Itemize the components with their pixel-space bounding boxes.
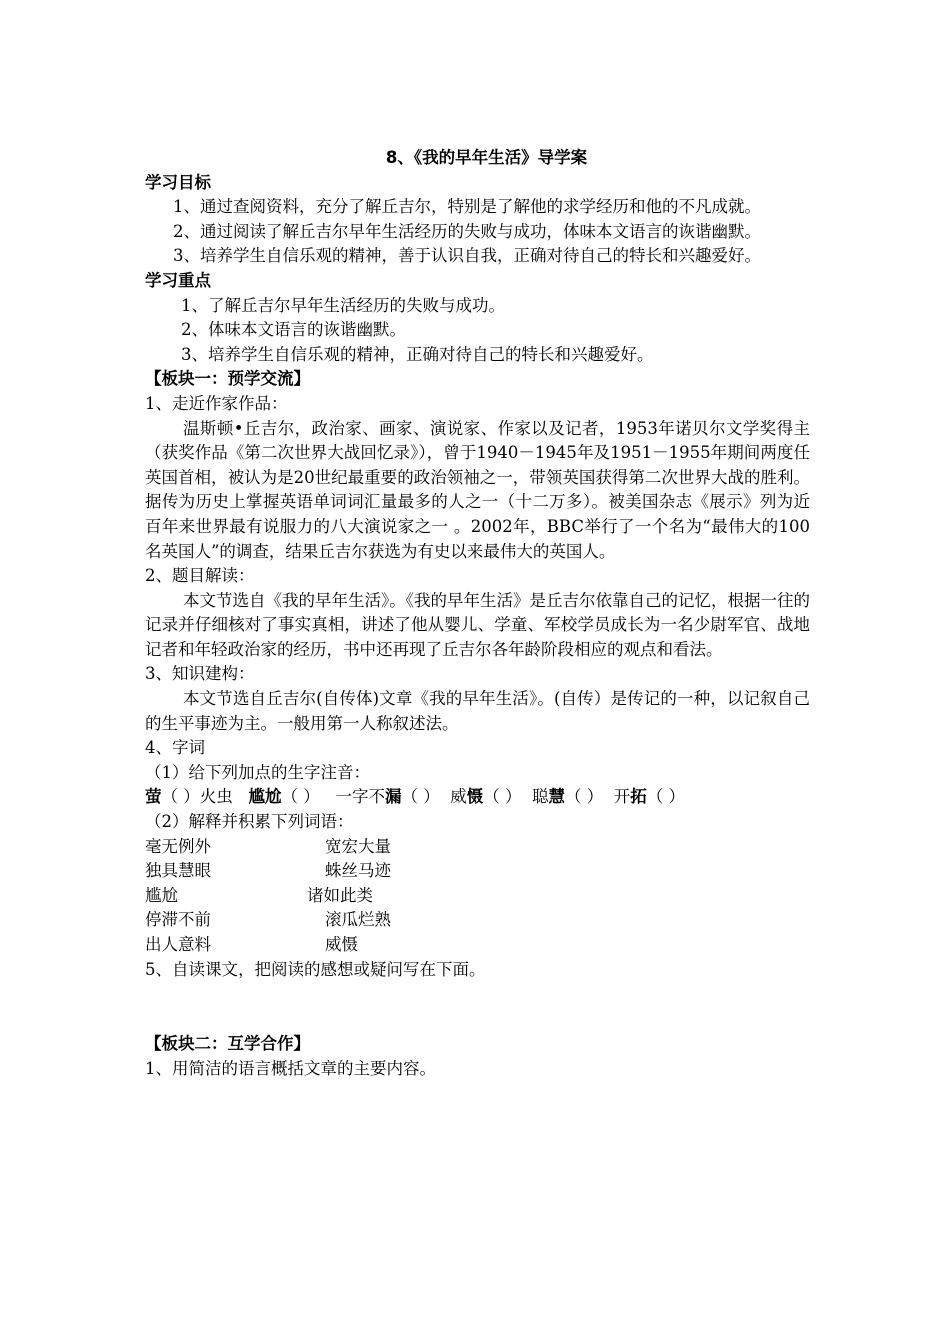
vocab-list: [145, 835, 810, 958]
vocab-word: 毫无例外: [145, 836, 211, 856]
pinyin-blank: （ ）: [565, 787, 604, 807]
vocab-word: 出人意料: [145, 935, 211, 954]
vocab-row: [145, 933, 810, 958]
block2-question-1: 1、用简洁的语言概括文章的主要内容。: [145, 1058, 436, 1078]
vocab-word: 宽宏大量: [325, 836, 391, 856]
answer-space: [145, 982, 810, 1032]
pinyin-blank: （ ）火虫: [161, 787, 233, 807]
keypoint-item: 1、了解丘吉尔早年生活经历的失败与成功。: [181, 295, 505, 315]
vocab-word: 蛛丝马迹: [325, 861, 391, 881]
pinyin-blank: （ ）: [281, 787, 320, 807]
vocab-row: [145, 908, 810, 933]
vocab-word: 停滞不前: [145, 910, 211, 930]
page-title: 8、《我的早年生活》导学案: [385, 148, 588, 167]
block1-question-5: 5、自读课文，把阅读的感想或疑问写在下面。: [145, 959, 486, 979]
objective-item: 3、培养学生自信乐观的精神，善于认识自我，正确对待自己的特长和兴趣爱好。: [173, 246, 761, 266]
block1-question-4: 4、字词: [145, 738, 205, 758]
vocab-word: 独具慧眼: [145, 861, 211, 881]
vocab-instruction: （2）解释并积累下列词语：: [145, 812, 354, 832]
pinyin-char: 萤: [145, 787, 162, 807]
keypoints-heading: 学习重点: [145, 270, 211, 290]
pinyin-instruction: （1）给下列加点的生字注音：: [145, 762, 370, 782]
objectives-heading: 学习目标: [145, 172, 211, 192]
objective-item: 1、通过查阅资料，充分了解丘吉尔，特别是了解他的求学经历和他的不凡成就。: [173, 197, 761, 217]
pinyin-prefix: 聪: [532, 787, 549, 807]
pinyin-blank: （ ）: [646, 787, 685, 807]
vocab-word: 威慑: [325, 935, 358, 954]
block1-question-1: 1、走近作家作品：: [145, 393, 288, 413]
keypoint-item: 3、培养学生自信乐观的精神，正确对待自己的特长和兴趣爱好。: [181, 344, 654, 364]
vocab-row: [145, 859, 810, 884]
block1-heading: 【板块一：预学交流】: [145, 369, 310, 389]
pinyin-blank: （ ）: [401, 787, 440, 807]
pinyin-char: 慧: [548, 787, 565, 807]
block1-question-3: 3、知识建构：: [145, 664, 255, 684]
pinyin-char: 尴尬: [248, 787, 282, 807]
objective-item: 2、通过阅读了解丘吉尔早年生活经历的失败与成功，体味本文语言的诙谐幽默。: [173, 221, 761, 241]
pinyin-char: 慑: [466, 787, 484, 807]
pinyin-prefix: 一字不: [335, 787, 385, 807]
pinyin-char: 拓: [630, 787, 647, 807]
title-reading-text: 本文节选自《我的早年生活》。《我的早年生活》是丘吉尔依靠自己的记忆，根据一往的记录并仔细核对了事实真相，讲述了他从婴儿、学童、军校学员成长为一名少尉军官、战地记者和年轻政治家的经历，书中还再现了丘吉尔各年龄阶段相应的观点和看法。: [145, 590, 810, 659]
vocab-row: [145, 884, 810, 909]
pinyin-prefix: 威: [450, 787, 467, 807]
block1-question-2: 2、题目解读：: [145, 566, 255, 586]
document-page: [145, 146, 810, 1081]
vocab-word: 滚瓜烂熟: [325, 910, 391, 930]
pinyin-blank: （ ）: [483, 787, 522, 807]
keypoint-item: 2、体味本文语言的诙谐幽默。: [181, 320, 406, 340]
vocab-word: 诸如此类: [307, 885, 373, 905]
block2-heading: 【板块二：互学合作】: [145, 1034, 310, 1054]
pinyin-row: [145, 785, 810, 810]
pinyin-char: 漏: [385, 787, 402, 807]
author-intro-text: 温斯顿•丘吉尔，政治家、画家、演说家、作家以及记者，1953年诺贝尔文学奖得主（获奖作品《第二次世界大战回忆录》），曾于1940－1945年及1951－1955年期间两度任英国首相，被认为是20世纪最重要的政治领袖之一，带领英国获得第二次世界大战的胜利。据传为历史上掌握英语单词词汇量最多的人之一（十二万多）。被美国杂志《展示》列为近百年来世界最有说服力的八大演说家之一 。2002年，BBC举行了一个名为“最伟大的100名英国人”的调查，结果丘吉尔获选为有史以来最伟大的英国人。: [145, 418, 810, 561]
pinyin-prefix: 开: [613, 787, 631, 807]
vocab-row: [145, 835, 810, 860]
vocab-word: 尴尬: [145, 885, 178, 905]
knowledge-text: 本文节选自丘吉尔(自传体)文章《我的早年生活》。(自传）是传记的一种，以记叙自己的生平事迹为主。一般用第一人称叙述法。: [145, 689, 810, 733]
